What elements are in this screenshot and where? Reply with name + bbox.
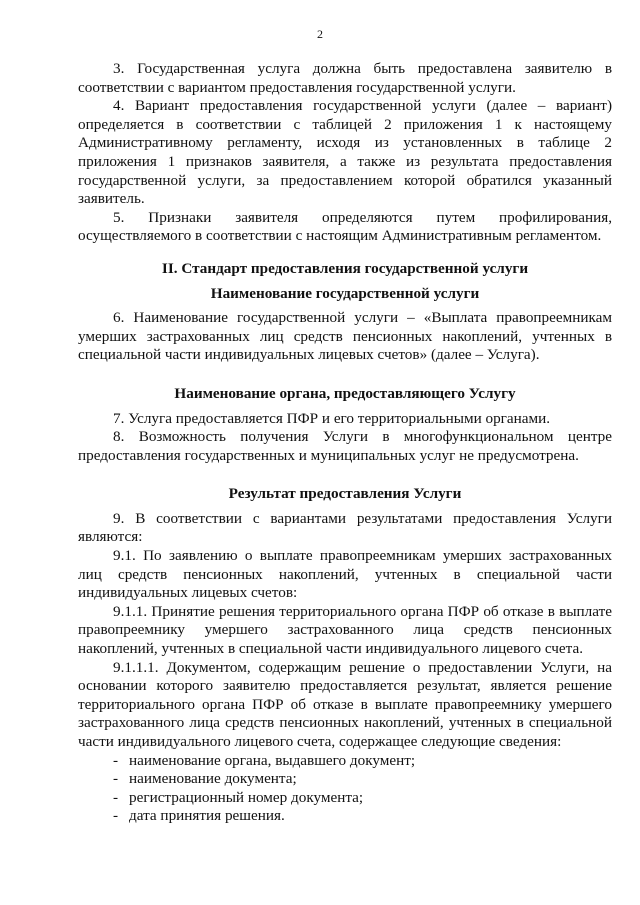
document-body: [78, 60, 612, 826]
paragraph-7: 7. Услуга предоставляется ПФР и его территориальными органами.: [113, 409, 551, 427]
list-item: [78, 770, 612, 789]
list-dash: -: [113, 751, 119, 769]
paragraph-8: 8. Возможность получения Услуги в многофункциональном центре предоставления государственных и муниципальных услуг не предусмотрена.: [78, 428, 612, 464]
list-dash: -: [113, 770, 119, 788]
list-item-text: регистрационный номер документа;: [129, 788, 364, 806]
list-item-text: наименование документа;: [129, 770, 297, 788]
list-item-text: дата принятия решения.: [129, 807, 285, 825]
paragraph-4: 4. Вариант предоставления государственной услуги (далее – вариант) определяется в соответствии с таблицей 2 приложения 1 к настоящему Административному регламенту, исходя из установленных в таблице 2 приложения 1 признаков заявителя, а также из результата предоставления государственной услуги, за предоставлением которой обратился указанный заявитель.: [78, 97, 612, 208]
section-heading: II. Стандарт предоставления государственной услуги: [161, 259, 529, 277]
list-item: [78, 752, 612, 771]
paragraph-9-1-1: 9.1.1. Принятие решения территориального органа ПФР об отказе в выплате правопреемнику умершего застрахованного лица средств пенсионных накоплений, учтенных в специальной части индивидуального лицевого счета.: [78, 602, 612, 658]
heading-result: Результат предоставления Услуги: [228, 485, 462, 503]
list-item-text: наименование органа, выдавшего документ;: [129, 751, 416, 769]
list-dash: -: [113, 807, 119, 825]
paragraph-9: 9. В соответствии с вариантами результатами предоставления Услуги являются:: [78, 509, 612, 546]
paragraph-5: 5. Признаки заявителя определяются путем профилирования, осуществляемого в соответствии с настоящим Административным регламентом.: [78, 208, 612, 245]
paragraph-3: 3. Государственная услуга должна быть предоставлена заявителю в соответствии с вариантом предоставления государственной услуги.: [78, 60, 612, 96]
page-number: 2: [317, 27, 323, 41]
paragraph-9-1: 9.1. По заявлению о выплате правопреемникам умерших застрахованных лиц средств пенсионных накоплений, учтенных в специальной части индивидуальных лицевых счетов:: [78, 547, 612, 602]
list-item: [78, 789, 612, 808]
list-item: [78, 807, 612, 826]
details-list: [78, 752, 612, 826]
paragraph-6: 6. Наименование государственной услуги – «Выплата правопреемникам умерших застрахованных лиц средств пенсионных накоплений, учтенных в специальной части индивидуальных лицевых счетов» (далее – Услуга).: [78, 309, 612, 364]
heading-authority: Наименование органа, предоставляющего Услугу: [174, 384, 516, 402]
heading-service-name: Наименование государственной услуги: [210, 284, 480, 302]
list-dash: -: [113, 788, 119, 806]
paragraph-9-1-1-1: 9.1.1.1. Документом, содержащим решение о предоставлении Услуги, на основании которого заявителю предоставляется результат, является решение территориального органа ПФР об отказе в выплате правопреемнику умершего застрахованного лица средств пенсионных накоплений, учтенных в специальной части индивидуального лицевого счета, содержащее следующие сведения:: [78, 658, 612, 750]
